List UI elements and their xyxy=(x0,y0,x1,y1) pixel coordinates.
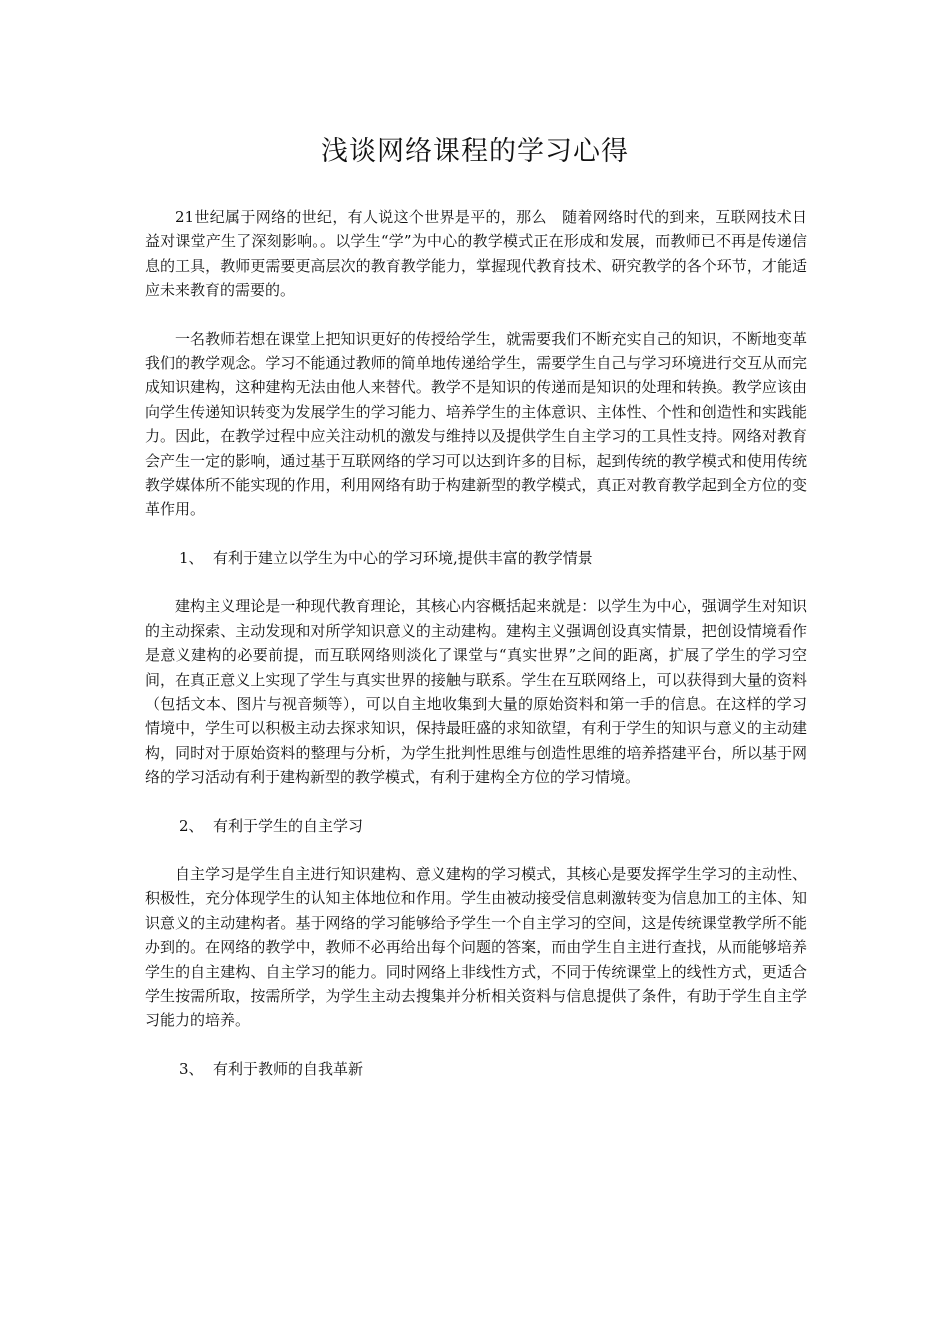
section-heading-2 xyxy=(145,814,807,838)
section-heading-text: 有利于建立以学生为中心的学习环境,提供丰富的教学情景 xyxy=(213,548,593,567)
intro-paragraph-2: 一名教师若想在课堂上把知识更好的传授给学生，就需要我们不断充实自己的知识，不断地变革我们的教学观念。学习不能通过教师的简单地传递给学生，需要学生自己与学习环境进行交互从而完成知识建构，这种建构无法由他人来替代。教学不是知识的传递而是知识的处理和转换。教学应该由向学生传递知识转变为发展学生的学习能力、培养学生的主体意识、主体性、个性和创造性和实践能力。因此，在教学过程中应关注动机的激发与维持以及提供学生自主学习的工具性支持。网络对教育会产生一定的影响，通过基于互联网络的学习可以达到许多的目标，起到传统的教学模式和使用传统教学媒体所不能实现的作用，利用网络有助于构建新型的教学模式，真正对教育教学起到全方位的变革作用。 xyxy=(145,329,807,519)
intro-paragraph-1: 21世纪属于网络的世纪，有人说这个世界是平的，那么 随着网络时代的到来，互联网技术日益对课堂产生了深刻影响。。以学生“学”为中心的教学模式正在形成和发展，而教师已不再是传递信息的工具，教师更需要更高层次的教育教学能力，掌握现代教育技术、研究教学的各个环节，才能适应未来教育的需要的。 xyxy=(145,208,807,300)
section-paragraph-2: 自主学习是学生自主进行知识建构、意义建构的学习模式，其核心是要发挥学生学习的主动性、积极性，充分体现学生的认知主体地位和作用。学生由被动接受信息刺激转变为信息加工的主体、知识意义的主动建构者。基于网络的学习能够给予学生一个自主学习的空间，这是传统课堂教学所不能办到的。在网络的教学中，教师不必再给出每个问题的答案，而由学生自主进行查找，从而能够培养学生的自主建构、自主学习的能力。同时网络上非线性方式，不同于传统课堂上的线性方式，更适合学生按需所取，按需所学，为学生主动去搜集并分析相关资料与信息提供了条件，有助于学生自主学习能力的培养。 xyxy=(145,864,807,1030)
section-paragraph-1: 建构主义理论是一种现代教育理论，其核心内容概括起来就是：以学生为中心，强调学生对知识的主动探索、主动发现和对所学知识意义的主动建构。建构主义强调创设真实情景，把创设情境看作是意义建构的必要前提，而互联网络则淡化了课堂与“真实世界”之间的距离，扩展了学生的学习空间，在真正意义上实现了学生与真实世界的接触与联系。学生在互联网络上，可以获得到大量的资料（包括文本、图片与视音频等），可以自主地收集到大量的原始资料和第一手的信息。在这样的学习情境中，学生可以积极主动去探求知识，保持最旺盛的求知欲望，有利于学生的知识与意义的主动建构，同时对于原始资料的整理与分析，为学生批判性思维与创造性思维的培养搭建平台，所以基于网络的学习活动有利于建构新型的教学模式，有利于建构全方位的学习情境。 xyxy=(145,597,807,787)
section-heading-text: 有利于教师的自我革新 xyxy=(213,1059,364,1078)
section-number: 2、 xyxy=(179,816,204,835)
section-heading-1 xyxy=(145,546,807,570)
page-title: 浅谈网络课程的学习心得 xyxy=(321,136,629,167)
section-number: 3、 xyxy=(179,1059,204,1078)
section-heading-text: 有利于学生的自主学习 xyxy=(213,816,364,835)
section-heading-3 xyxy=(145,1057,807,1081)
section-number: 1、 xyxy=(179,548,204,567)
document-body xyxy=(145,205,807,1105)
